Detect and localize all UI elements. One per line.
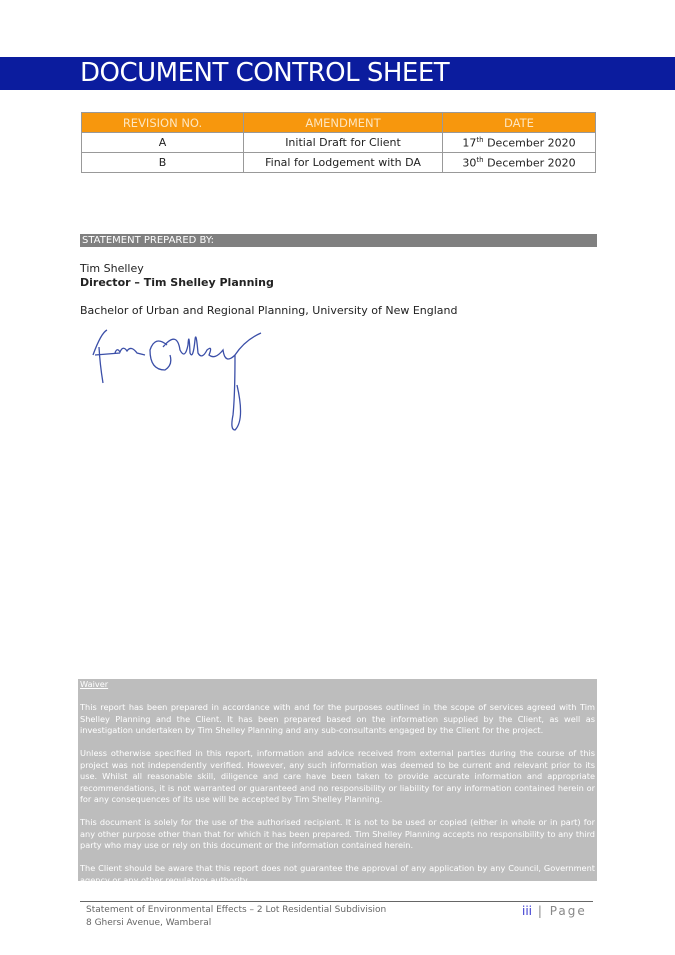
author-role: Director – Tim Shelley Planning [80,276,274,289]
date-suffix: th [476,155,484,164]
waiver-paragraph: The Client should be aware that this report does not guarantee the approval of any application by any Council, Government agency or any other regulatory authority. [80,863,595,885]
date-day: 17 [462,136,477,150]
page-label: | Page [537,904,587,918]
page-title: DOCUMENT CONTROL SHEET [80,58,450,88]
waiver-paragraph: Unless otherwise specified in this report, information and advice received from external parties during the course of this project was not independently verified. However, any such information was deemed to be current and relevant prior to its use. Whilst all reasonable skill, diligence and care have been taken to provide accurate information and appropriate recommendations, it is not warranted or guaranteed and no responsibility or liability for any information contained herein or for any consequences of its use will be accepted by Tim Shelley Planning. [80,748,595,804]
prepared-by-heading: STATEMENT PREPARED BY: [80,234,597,247]
date-day: 30 [462,156,477,170]
waiver-heading: Waiver [80,679,109,689]
waiver-paragraph: This document is solely for the use of the authorised recipient. It is not to be used or copied (either in whole or in part) for any other purpose other than that for which it has been prepared. Tim Shelley Planning accepts no responsibility to any third party who may use or rely on this document or the information contained herein. [80,817,595,850]
header-date: DATE [443,113,596,133]
author-name: Tim Shelley [80,262,144,275]
waiver-paragraph: This report has been prepared in accordance with and for the purposes outlined in the scope of services agreed with Tim Shelley Planning and the Client. It has been prepared based on the information supplied by the Client, as well as investigation undertaken by Tim Shelley Planning and any sub-consultants engaged by the Client for the project. [80,702,595,735]
table-row [82,133,596,153]
cell-revision: A [82,133,244,153]
header-amendment: AMENDMENT [244,113,443,133]
title-banner [0,57,675,90]
header-revision: REVISION NO. [82,113,244,133]
footer-doc-title: Statement of Environmental Effects – 2 Lot Residential Subdivision [86,905,387,915]
cell-amendment: Final for Lodgement with DA [244,153,443,173]
page-number [522,904,587,918]
date-suffix: th [476,135,484,144]
footer-divider [80,901,593,902]
waiver-box [78,679,597,885]
table-row [82,153,596,173]
table-header [82,113,596,133]
revision-table [81,112,596,173]
author-qualification: Bachelor of Urban and Regional Planning, University of New England [80,304,458,317]
date-rest: December 2020 [483,136,576,150]
cell-date [443,133,596,153]
cell-revision: B [82,153,244,173]
signature [85,325,270,435]
date-rest: December 2020 [483,156,576,170]
cell-date [443,153,596,173]
cell-amendment: Initial Draft for Client [244,133,443,153]
footer-address: 8 Ghersi Avenue, Wamberal [86,918,212,928]
page-num: iii [522,904,533,918]
